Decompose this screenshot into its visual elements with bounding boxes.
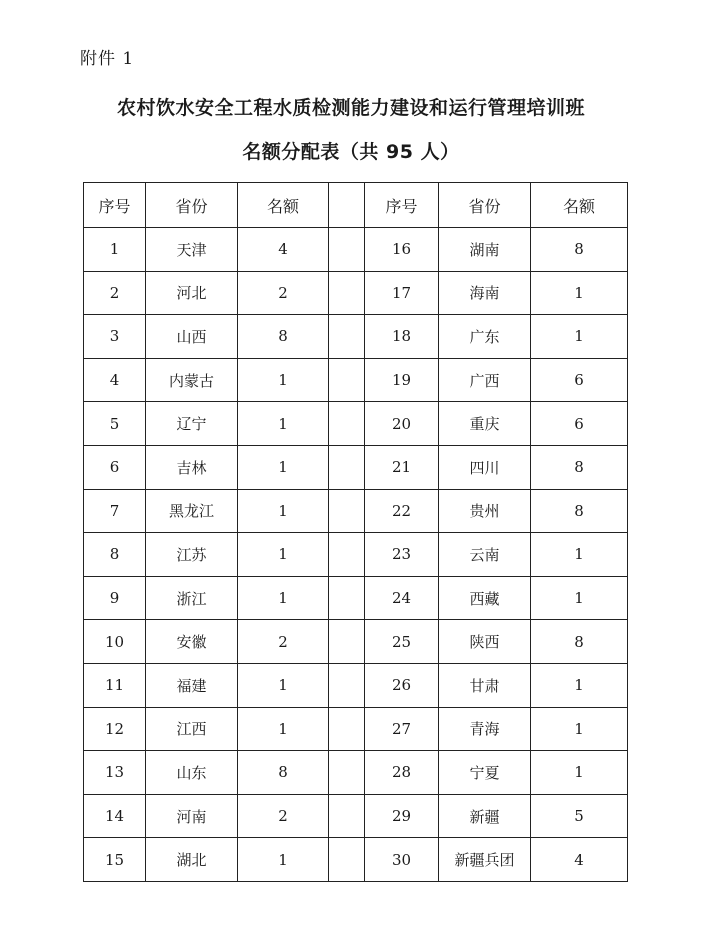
cell-no: 27	[365, 707, 439, 751]
cell-no: 15	[84, 838, 146, 882]
table-gap	[329, 183, 365, 228]
table-gap	[329, 663, 365, 707]
cell-no: 23	[365, 533, 439, 577]
cell-quota: 6	[531, 358, 628, 402]
cell-no: 1	[84, 228, 146, 272]
cell-province: 安徽	[146, 620, 238, 664]
cell-quota: 8	[531, 228, 628, 272]
cell-no: 5	[84, 402, 146, 446]
cell-quota: 8	[531, 489, 628, 533]
cell-province: 山西	[146, 315, 238, 359]
cell-province: 四川	[439, 445, 531, 489]
cell-province: 黑龙江	[146, 489, 238, 533]
cell-quota: 1	[531, 271, 628, 315]
cell-quota: 1	[531, 315, 628, 359]
cell-no: 3	[84, 315, 146, 359]
cell-no: 8	[84, 533, 146, 577]
table-row	[84, 533, 628, 577]
cell-province: 浙江	[146, 576, 238, 620]
cell-no: 12	[84, 707, 146, 751]
table-gap	[329, 533, 365, 577]
cell-quota: 4	[531, 838, 628, 882]
cell-no: 6	[84, 445, 146, 489]
cell-no: 14	[84, 794, 146, 838]
cell-quota: 2	[238, 271, 329, 315]
header-no-right: 序号	[365, 183, 439, 228]
cell-no: 9	[84, 576, 146, 620]
cell-province: 广西	[439, 358, 531, 402]
attachment-label: 附件 1	[80, 49, 135, 69]
cell-province: 新疆	[439, 794, 531, 838]
cell-quota: 6	[531, 402, 628, 446]
table-gap	[329, 489, 365, 533]
cell-quota: 1	[238, 707, 329, 751]
cell-quota: 8	[531, 620, 628, 664]
table-gap	[329, 838, 365, 882]
table-row	[84, 489, 628, 533]
table-row	[84, 402, 628, 446]
cell-province: 甘肃	[439, 663, 531, 707]
table-row	[84, 620, 628, 664]
cell-no: 22	[365, 489, 439, 533]
cell-quota: 1	[238, 838, 329, 882]
table-row	[84, 663, 628, 707]
table-row	[84, 751, 628, 795]
cell-no: 20	[365, 402, 439, 446]
cell-province: 云南	[439, 533, 531, 577]
cell-no: 21	[365, 445, 439, 489]
table-gap	[329, 576, 365, 620]
cell-province: 吉林	[146, 445, 238, 489]
cell-no: 30	[365, 838, 439, 882]
cell-no: 10	[84, 620, 146, 664]
cell-quota: 2	[238, 620, 329, 664]
cell-no: 25	[365, 620, 439, 664]
cell-no: 18	[365, 315, 439, 359]
cell-no: 7	[84, 489, 146, 533]
header-province-right: 省份	[439, 183, 531, 228]
cell-quota: 1	[531, 751, 628, 795]
cell-quota: 5	[531, 794, 628, 838]
table-header-row	[84, 183, 628, 228]
cell-quota: 8	[238, 315, 329, 359]
cell-no: 24	[365, 576, 439, 620]
table-row	[84, 838, 628, 882]
cell-quota: 8	[238, 751, 329, 795]
cell-no: 13	[84, 751, 146, 795]
quota-table	[83, 182, 628, 882]
cell-quota: 1	[238, 533, 329, 577]
cell-no: 28	[365, 751, 439, 795]
header-quota-left: 名额	[238, 183, 329, 228]
cell-quota: 1	[238, 489, 329, 533]
cell-no: 29	[365, 794, 439, 838]
cell-quota: 1	[238, 663, 329, 707]
table-gap	[329, 271, 365, 315]
cell-province: 重庆	[439, 402, 531, 446]
cell-no: 11	[84, 663, 146, 707]
cell-quota: 1	[238, 402, 329, 446]
table-row	[84, 271, 628, 315]
cell-no: 26	[365, 663, 439, 707]
cell-no: 16	[365, 228, 439, 272]
cell-province: 西藏	[439, 576, 531, 620]
cell-province: 陕西	[439, 620, 531, 664]
cell-province: 河北	[146, 271, 238, 315]
cell-quota: 2	[238, 794, 329, 838]
cell-quota: 1	[531, 576, 628, 620]
header-province-left: 省份	[146, 183, 238, 228]
cell-quota: 1	[531, 533, 628, 577]
cell-province: 天津	[146, 228, 238, 272]
table-row	[84, 358, 628, 402]
cell-province: 青海	[439, 707, 531, 751]
document-title: 农村饮水安全工程水质检测能力建设和运行管理培训班	[116, 97, 585, 119]
table-gap	[329, 228, 365, 272]
cell-province: 山东	[146, 751, 238, 795]
table-gap	[329, 402, 365, 446]
cell-province: 河南	[146, 794, 238, 838]
cell-quota: 1	[238, 358, 329, 402]
cell-province: 贵州	[439, 489, 531, 533]
cell-province: 湖南	[439, 228, 531, 272]
cell-quota: 1	[531, 707, 628, 751]
header-quota-right: 名额	[531, 183, 628, 228]
table-row	[84, 315, 628, 359]
table-row	[84, 576, 628, 620]
table-gap	[329, 751, 365, 795]
table-row	[84, 228, 628, 272]
cell-no: 2	[84, 271, 146, 315]
cell-no: 19	[365, 358, 439, 402]
cell-province: 海南	[439, 271, 531, 315]
cell-province: 广东	[439, 315, 531, 359]
document-subtitle: 名额分配表（共 95 人）	[242, 141, 460, 163]
table-gap	[329, 315, 365, 359]
table-row	[84, 445, 628, 489]
cell-no: 17	[365, 271, 439, 315]
cell-province: 辽宁	[146, 402, 238, 446]
table-gap	[329, 794, 365, 838]
cell-quota: 8	[531, 445, 628, 489]
table-body	[84, 228, 628, 882]
cell-quota: 1	[238, 445, 329, 489]
cell-province: 江西	[146, 707, 238, 751]
table-gap	[329, 620, 365, 664]
cell-quota: 1	[531, 663, 628, 707]
cell-province: 新疆兵团	[439, 838, 531, 882]
cell-province: 内蒙古	[146, 358, 238, 402]
table-gap	[329, 358, 365, 402]
cell-province: 湖北	[146, 838, 238, 882]
cell-province: 江苏	[146, 533, 238, 577]
header-no-left: 序号	[84, 183, 146, 228]
table-row	[84, 794, 628, 838]
cell-province: 宁夏	[439, 751, 531, 795]
cell-province: 福建	[146, 663, 238, 707]
cell-quota: 1	[238, 576, 329, 620]
cell-quota: 4	[238, 228, 329, 272]
table-gap	[329, 445, 365, 489]
cell-no: 4	[84, 358, 146, 402]
table-row	[84, 707, 628, 751]
table-gap	[329, 707, 365, 751]
